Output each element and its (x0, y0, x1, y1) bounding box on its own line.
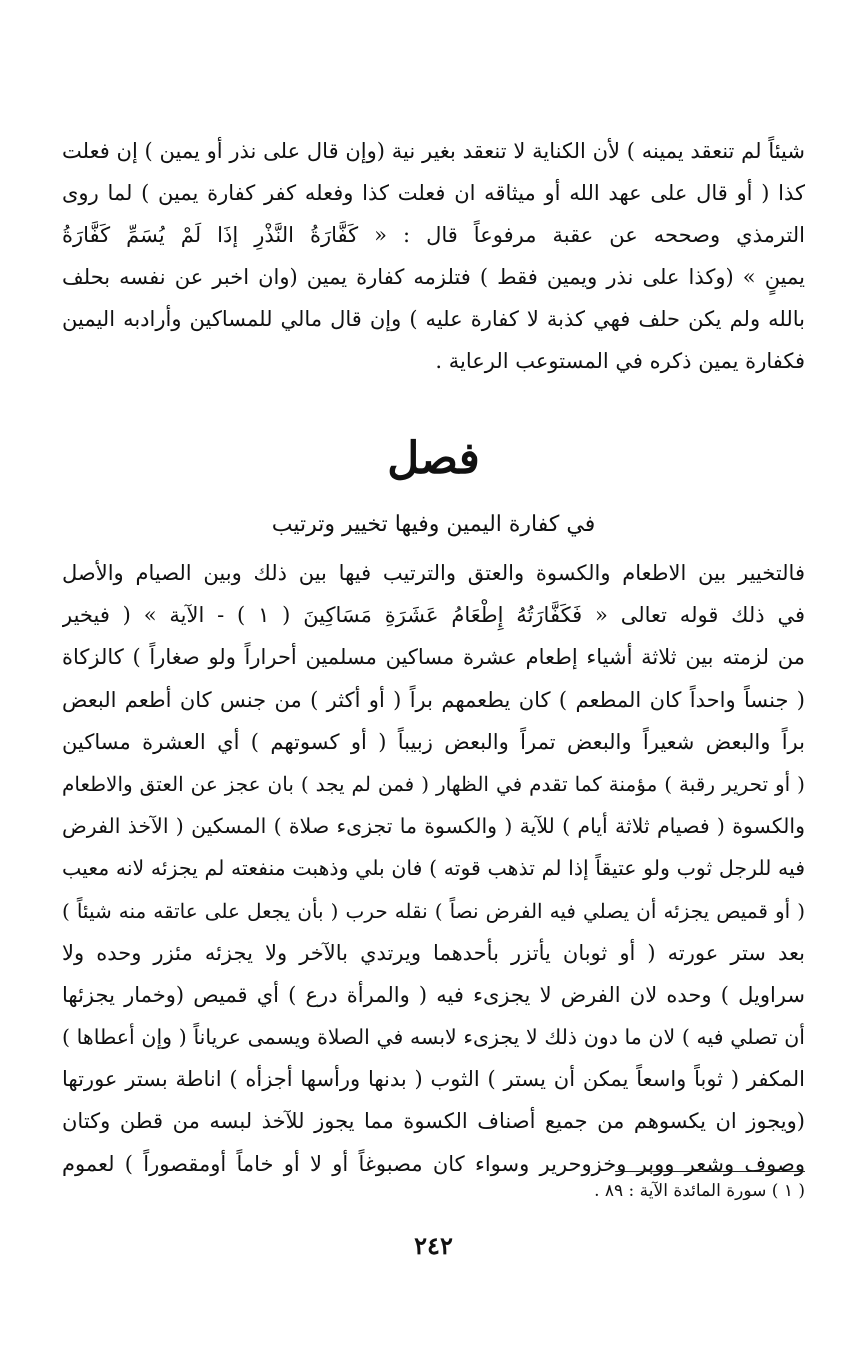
text-line: سراويل ) وحده لان الفرض لا يجزىء فيه ( والمرأة درع ) أي قميص (وخمار يجزئها (62, 982, 805, 1007)
section-heading: فصل (387, 433, 480, 484)
paragraph-1 (62, 130, 805, 382)
text-line: فالتخيير بين الاطعام والكسوة والعتق والترتيب فيها بين ذلك وبين الصيام والأصل (62, 561, 805, 585)
text-line: المكفر ( ثوباً واسعاً يمكن أن يستر ) الثوب ( بدنها ورأسها أجزأه ) اناطة بستر عورتها (62, 1067, 805, 1092)
section-subtitle: في كفارة اليمين وفيها تخيير وترتيب (271, 512, 596, 537)
text-line: ( جنساً واحداً كان المطعم ) كان يطعمهم براً ( أو أكثر ) من جنس كان أطعم البعض (62, 687, 805, 712)
text-line: من لزمته بين ثلاثة أشياء إطعام عشرة مساكين مسلمين أحراراً ولو صغاراً ) كالزكاة (62, 645, 805, 670)
text-line: وصوف وشعر ووبر وخزوحرير وسواء كان مصبوغاً أو لا أو خاماً أومقصوراً ) لعموم (62, 1151, 805, 1176)
page-number: ٢٤٢ (414, 1231, 453, 1260)
text-line: فيه للرجل ثوب ولو عتيقاً إذا لم تذهب قوته ) فان بلي وذهبت منفعته لم يجزئه لانه معيب (62, 856, 805, 881)
text-line: فكفارة يمين ذكره في المستوعب الرعاية . (435, 349, 805, 373)
text-line: شيئاً لم تنعقد يمينه ) لأن الكناية لا تنعقد بغير نية (وإن قال على نذر أو يمين ) إن فعلت (62, 139, 805, 163)
text-line: براً والبعض شعيراً والبعض تمراً والبعض زبيباً ( أو كسوتهم ) أي العشرة مساكين (62, 729, 805, 754)
footnote: ( ١ ) سورة المائدة الآية : ٨٩ . (594, 1181, 805, 1201)
text-line: أن تصلي فيه ) لان ما دون ذلك لا يجزىء لابسه في الصلاة ويسمى عرياناً ( وإن أعطاها ) (62, 1025, 805, 1050)
text-line: الترمذي وصححه عن عقبة مرفوعاً قال : « كَفَّارَةُ النَّذْرِ إذَا لَمْ يُسَمِّ كَفَّارَةُ (62, 223, 805, 247)
text-line: ( أو تحرير رقبة ) مؤمنة كما تقدم في الظهار ( فمن لم يجد ) بان عجز عن العتق والاطعام (62, 771, 805, 796)
text-line: والكسوة ( فصيام ثلاثة أيام ) للآية ( والكسوة ما تجزىء صلاة ) المسكين ( الآخذ الفرض (62, 814, 805, 839)
footnote-separator (615, 1171, 805, 1172)
text-line: (ويجوز ان يكسوهم من جميع أصناف الكسوة مما يجوز للآخذ لبسه من قطن وكتان (62, 1109, 805, 1134)
text-line: ( أو قميص يجزئه أن يصلي فيه الفرض نصاً ) نقله حرب ( بأن يجعل على عاتقه منه شيئاً ) (62, 898, 805, 923)
text-line: بعد ستر عورته ( أو ثوبان يأتزر بأحدهما ويرتدي بالآخر ولا يجزئه مئزر وحده ولا (62, 940, 805, 965)
text-line: يمينٍ » (وكذا على نذر ويمين فقط ) فتلزمه كفارة يمين (وان اخبر عن نفسه بحلف (62, 265, 805, 289)
text-line: كذا ( أو قال على عهد الله أو ميثاقه ان فعلت كذا وفعله كفر كفارة يمين ) لما روى (62, 181, 805, 205)
paragraph-2 (62, 552, 805, 1185)
text-line: في ذلك قوله تعالى « فَكَفَّارَتُهُ إِطْعَامُ عَشَرَةِ مَسَاكِينَ ( ١ ) - الآية » ( فيخير (62, 603, 805, 628)
text-line: بالله ولم يكن حلف فهي كذبة لا كفارة عليه ) وإن قال مالي للمساكين وأرادبه اليمين (62, 307, 805, 331)
